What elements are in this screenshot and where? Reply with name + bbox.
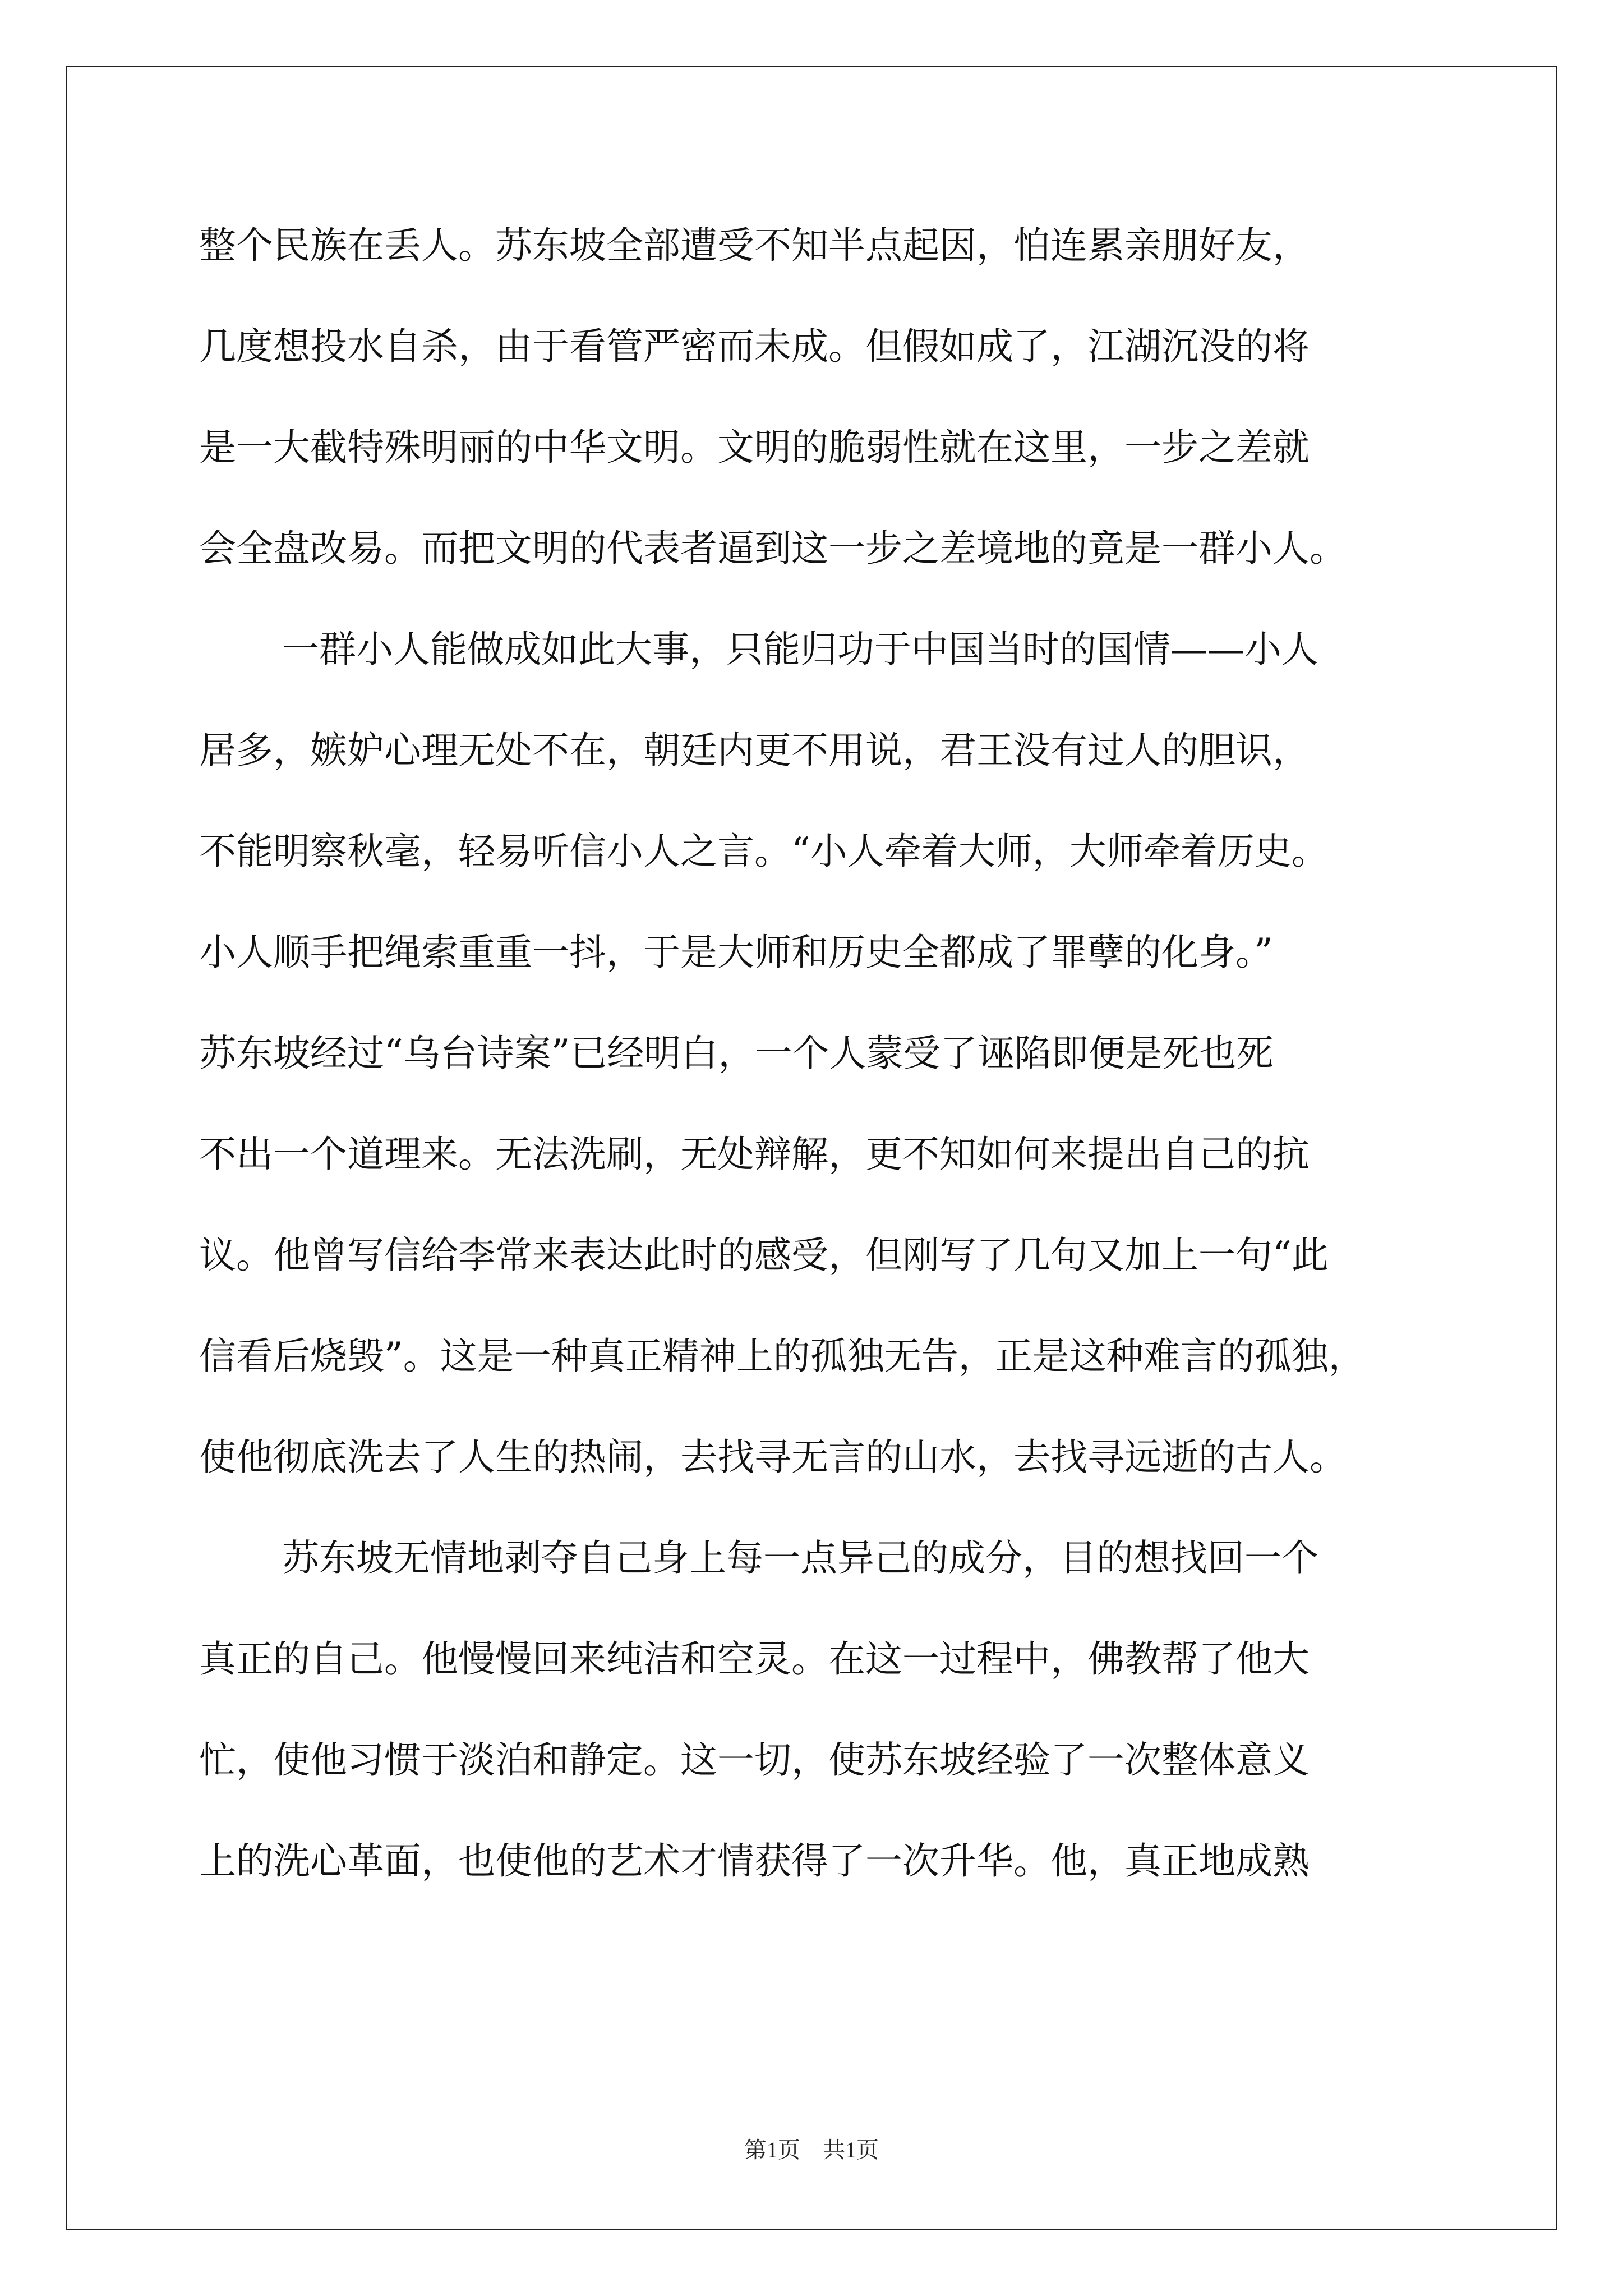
text-line: 苏东坡经过“乌台诗案”已经明白，一个人蒙受了诬陷即便是死也死	[199, 1032, 1274, 1075]
paragraph-start-line: 苏东坡无情地剥夺自己身上每一点异己的成分，目的想找回一个	[282, 1536, 1318, 1580]
text-line: 是一大截特殊明丽的中华文明。文明的脆弱性就在这里，一步之差就	[199, 426, 1310, 469]
text-line: 使他彻底洗去了人生的热闹，去找寻无言的山水，去找寻远逝的古人。	[199, 1435, 1347, 1479]
text-line: 忙，使他习惯于淡泊和静定。这一切，使苏东坡经验了一次整体意义	[199, 1738, 1310, 1782]
paragraph-start-line: 一群小人能做成如此大事，只能归功于中国当时的国情——小人	[282, 628, 1318, 671]
text-line: 会全盘改易。而把文明的代表者逼到这一步之差境地的竟是一群小人。	[199, 527, 1347, 570]
text-line: 整个民族在丢人。苏东坡全部遭受不知半点起因，怕连累亲朋好友，	[199, 224, 1310, 267]
text-line: 真正的自己。他慢慢回来纯洁和空灵。在这一过程中，佛教帮了他大	[199, 1637, 1310, 1681]
text-line: 信看后烧毁”。这是一种真正精神上的孤独无告，正是这种难言的孤独，	[199, 1335, 1366, 1378]
text-line: 居多，嫉妒心理无处不在，朝廷内更不用说，君王没有过人的胆识，	[199, 729, 1310, 772]
text-line: 上的洗心革面，也使他的艺术才情获得了一次升华。他，真正地成熟	[199, 1839, 1310, 1883]
page-number-current: 第1页	[744, 2137, 800, 2162]
page-footer	[0, 2136, 1623, 2164]
text-line: 小人顺手把绳索重重一抖，于是大师和历史全都成了罪孽的化身。”	[199, 931, 1273, 974]
text-line: 几度想投水自杀，由于看管严密而未成。但假如成了，江湖沉没的将	[199, 325, 1310, 368]
page-number-total: 共1页	[823, 2137, 879, 2162]
text-line: 不能明察秋毫，轻易听信小人之言。“小人牵着大师，大师牵着历史。	[199, 830, 1329, 873]
text-line: 不出一个道理来。无法洗刷，无处辩解，更不知如何来提出自己的抗	[199, 1133, 1310, 1176]
text-line: 议。他曾写信给李常来表达此时的感受，但刚写了几句又加上一句“此	[199, 1234, 1329, 1277]
